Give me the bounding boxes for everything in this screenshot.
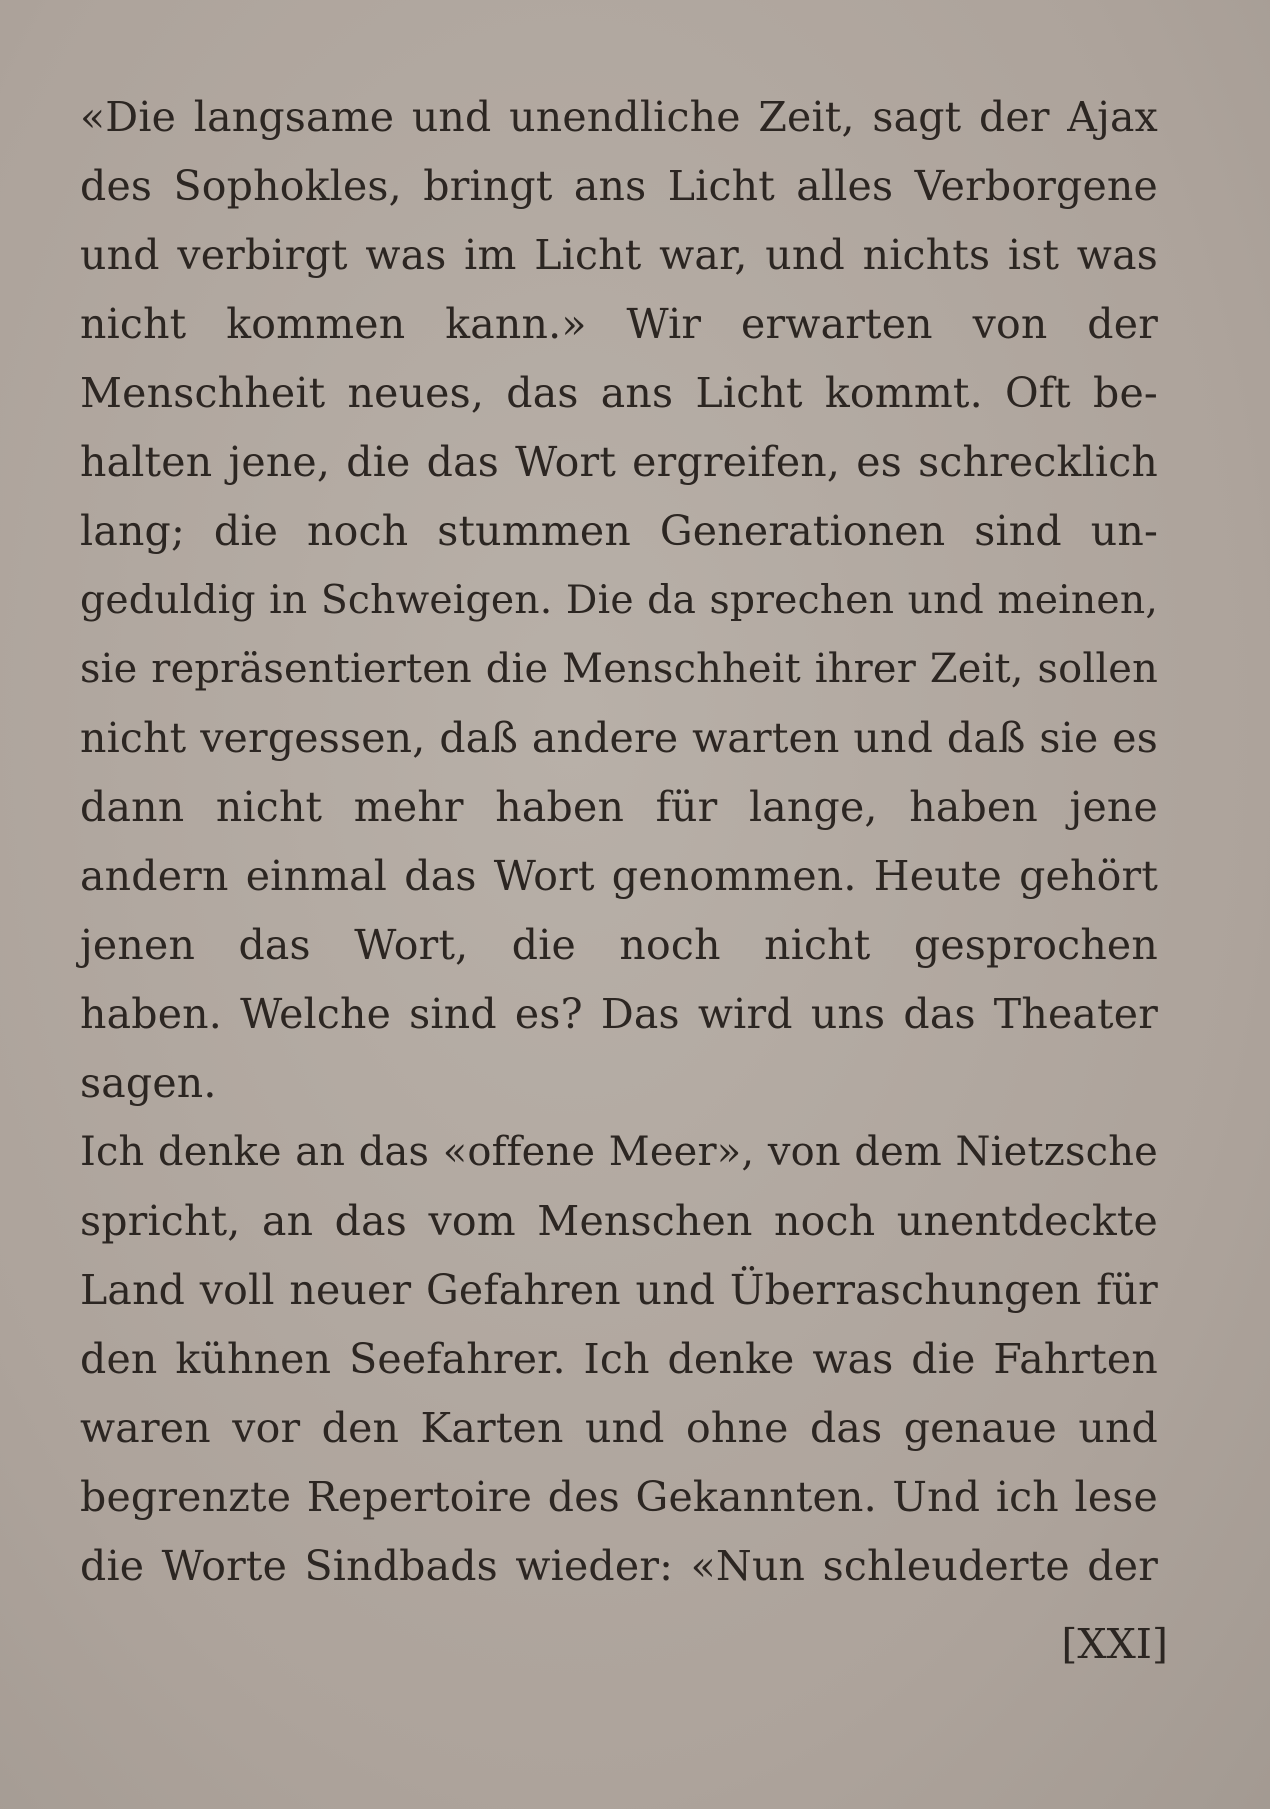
- page-number: [XXI]: [1061, 1620, 1168, 1668]
- text-line: geduldig in Schweigen. Die da sprechen und meinen,: [80, 578, 1158, 623]
- text-line: waren vor den Karten und ohne das genaue und: [80, 1404, 1158, 1452]
- text-line: den kühnen Seefahrer. Ich denke was die Fahrten: [80, 1335, 1158, 1383]
- text-line: sagen.: [80, 1059, 217, 1107]
- text-line: haben. Welche sind es? Das wird uns das Theater: [80, 990, 1158, 1038]
- text-line: begrenzte Repertoire des Gekannten. Und ich lese: [80, 1473, 1158, 1521]
- text-line: nicht vergessen, daß andere warten und daß sie es: [80, 714, 1158, 762]
- text-line: die Worte Sindbads wieder: «Nun schleuderte der: [80, 1542, 1158, 1590]
- text-line: und verbirgt was im Licht war, und nichts ist was: [80, 231, 1158, 279]
- text-line: halten jene, die das Wort ergreifen, es schrecklich: [80, 438, 1158, 486]
- text-line: Land voll neuer Gefahren und Überraschungen für: [80, 1266, 1158, 1314]
- text-line: nicht kommen kann.» Wir erwarten von der: [80, 300, 1158, 348]
- text-line: sie repräsentierten die Menschheit ihrer Zeit, sollen: [80, 646, 1158, 692]
- text-line: Menschheit neues, das ans Licht kommt. Oft be-: [80, 369, 1158, 417]
- text-line: spricht, an das vom Menschen noch unentdeckte: [80, 1197, 1158, 1245]
- text-line: jenen das Wort, die noch nicht gesprochen: [80, 921, 1158, 969]
- text-line: Ich denke an das «offene Meer», von dem Nietzsche: [80, 1129, 1158, 1175]
- text-line: dann nicht mehr haben für lange, haben jene: [80, 783, 1158, 831]
- text-line: lang; die noch stummen Generationen sind un-: [80, 507, 1158, 555]
- text-line: «Die langsame und unendliche Zeit, sagt der Ajax: [80, 93, 1158, 141]
- body-text: [80, 83, 1158, 1601]
- text-line: andern einmal das Wort genommen. Heute gehört: [80, 852, 1158, 900]
- text-line: des Sophokles, bringt ans Licht alles Verborgene: [80, 162, 1158, 210]
